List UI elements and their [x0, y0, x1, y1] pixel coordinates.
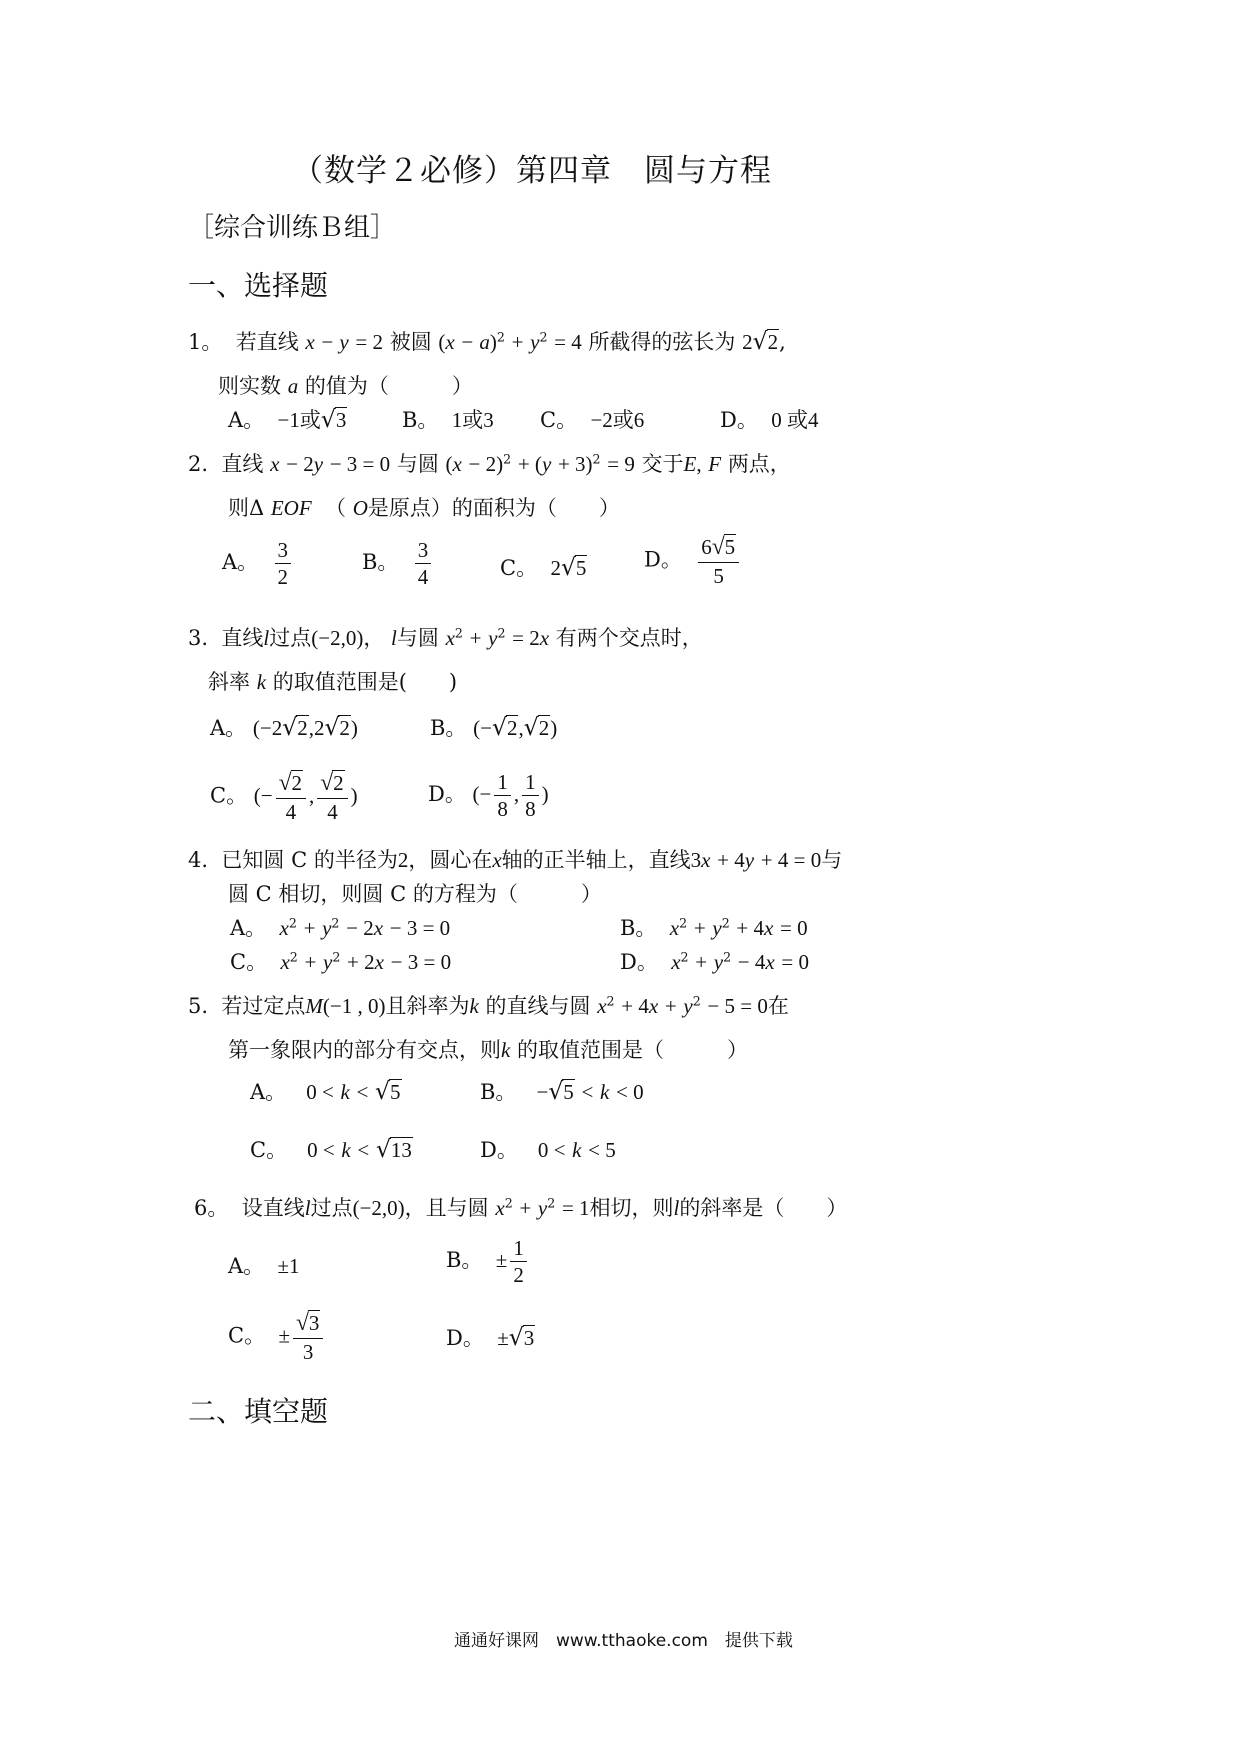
question-1-option-a: A。 −1或√3 [228, 405, 347, 433]
page-title: （数学２必修）第四章 圆与方程 [292, 153, 772, 189]
option-label: B。 [620, 916, 657, 940]
question-6-option-a: A。 ±1 [228, 1254, 300, 1278]
option-label: C。 [250, 1138, 288, 1162]
question-3-option-b: B。 (−√2,√2) [430, 713, 558, 741]
math-expr: x − y [305, 330, 349, 354]
option-label: D。 [620, 950, 658, 974]
option-label: D。 [446, 1326, 484, 1350]
sqrt-2: √2 [752, 327, 779, 355]
option-label: B。 [362, 550, 399, 575]
question-4-option-a: A。 $x^2 + y^2 - 2x - 3 = 0$ [230, 915, 451, 940]
section-fill-heading: 二、填空题 [188, 1395, 329, 1428]
question-1-stem-line2: 则实数 a 的值为（ ） [218, 374, 473, 398]
option-label: C。 [500, 556, 538, 580]
question-3-option-d: D。 (− $\frac{1}{8}$ , $\frac{1}{8}$ ) [428, 770, 549, 822]
question-5-option-b: B。 −√5 < k < 0 [480, 1077, 644, 1105]
question-2-option-a: A。 $\frac{3}{2}$ [222, 538, 294, 589]
question-1-stem: 1。 若直线 x − y = 2 被圆 $(x - a)^2 + y^2 = 4$ 所截得的弦长为 2√2, [188, 327, 786, 355]
question-2-option-d: D。 $\frac{6√5}{5}$ [644, 534, 742, 588]
option-label: D。 [480, 1138, 518, 1162]
option-label: A。 [230, 916, 267, 940]
question-2-stem-line2: 则Δ EOF （ O是原点）的面积为（ ） [228, 496, 620, 520]
question-4-stem-line2: 圆 C 相切，则圆 C 的方程为（ ） [228, 882, 602, 906]
option-label: B。 [446, 1248, 483, 1273]
question-number: 4. [188, 848, 209, 872]
question-5-option-d: D。 0 < k < 5 [480, 1138, 616, 1162]
question-3-option-c: C。 (− $\frac{√2}{4}$ , $\frac{√2}{4}$ ) [210, 770, 358, 825]
option-label: A。 [228, 1254, 265, 1278]
option-label: B。 [402, 408, 439, 432]
question-5-option-c: C。 0 < k < √13 [250, 1135, 412, 1163]
group-label: ［综合训练Ｂ组］ [188, 213, 397, 243]
option-label: A。 [222, 550, 259, 575]
option-label: D。 [428, 782, 466, 807]
option-label: C。 [228, 1323, 266, 1348]
question-4-option-b: B。 $x^2 + y^2 + 4x = 0$ [620, 915, 808, 940]
question-6-option-b: B。 ± $\frac{1}{2}$ [446, 1236, 530, 1287]
question-5-option-a: A。 0 < k < √5 [250, 1077, 401, 1105]
question-4-option-d: D。 $x^2 + y^2 - 4x = 0$ [620, 949, 809, 974]
option-label: C。 [540, 408, 578, 432]
option-label: D。 [720, 408, 758, 432]
question-number: 3. [188, 626, 209, 650]
option-label: B。 [480, 1080, 517, 1104]
question-1-option-c: C。 −2或6 [540, 408, 645, 432]
question-number: 5. [188, 994, 209, 1018]
option-label: C。 [230, 950, 268, 974]
question-3-option-a: A。 (−2√2,2√2) [210, 713, 358, 741]
question-1-option-d: D。 0 或4 [720, 408, 819, 432]
question-4-option-c: C。 $x^2 + y^2 + 2x - 3 = 0$ [230, 949, 452, 974]
question-2-option-c: C。 2√5 [500, 553, 587, 581]
option-label: A。 [250, 1080, 287, 1104]
question-6-option-d: D。 ±√3 [446, 1323, 535, 1351]
question-number: 2. [188, 452, 209, 476]
option-label: C。 [210, 783, 248, 808]
question-1-option-b: B。 1或3 [402, 408, 494, 432]
option-label: A。 [210, 716, 247, 740]
question-5-stem-line2: 第一象限内的部分有交点，则k 的取值范围是（ ） [228, 1038, 749, 1062]
question-3-stem-line2: 斜率 k 的取值范围是( ) [208, 670, 458, 694]
footer-text: 通通好课网 www.tthaoke.com 提供下载 [454, 1631, 793, 1651]
option-label: D。 [644, 547, 682, 572]
question-6-option-c: C。 ± $\frac{√3}{3}$ [228, 1310, 326, 1364]
question-number: 1。 [188, 330, 223, 354]
question-2-option-b: B。 $\frac{3}{4}$ [362, 538, 434, 589]
option-label: B。 [430, 716, 467, 740]
question-number: 6。 [194, 1196, 229, 1220]
question-6-stem: 6。 设直线l过点(−2,0)，且与圆 $x^2 + y^2 = 1$相切，则l的斜率是（ ） [194, 1195, 848, 1220]
option-label: A。 [228, 408, 265, 432]
question-2-stem: 2. 直线 x − 2y − 3 = 0 与圆 $(x - 2)^2 + (y + 3)^2 = 9$ 交于E, F 两点， [188, 451, 791, 476]
question-5-stem: 5. 若过定点M(−1 , 0)且斜率为k 的直线与圆 $x^2 + 4x + y^2 - 5 = 0$在 [188, 993, 789, 1018]
question-3-stem: 3. 直线l过点(−2,0)， l与圆 $x^2 + y^2 = 2x$ 有两个交点时， [188, 625, 703, 650]
question-4-stem: 4. 已知圆 C 的半径为2，圆心在x轴的正半轴上，直线3x + 4y + 4 = 0与 [188, 848, 843, 872]
section-choice-heading: 一、选择题 [188, 269, 329, 302]
